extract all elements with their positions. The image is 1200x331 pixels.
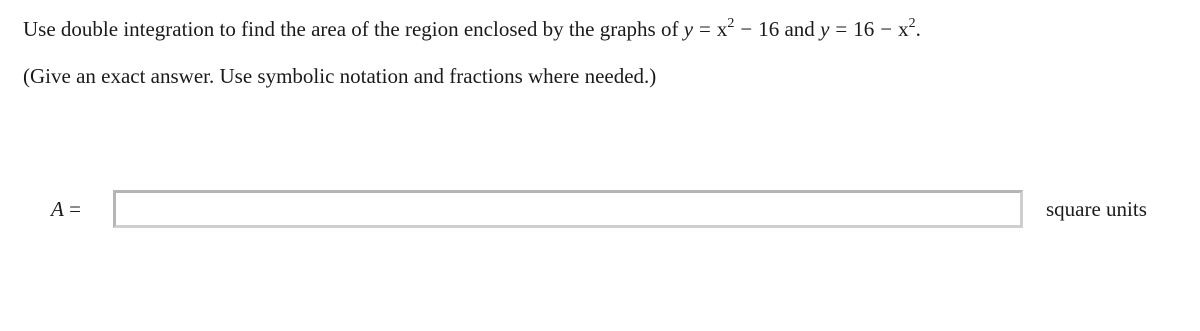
exponent: 2 — [908, 16, 916, 31]
answer-input[interactable] — [113, 190, 1023, 228]
math-var-x: x — [898, 17, 909, 41]
equals-sign: = — [835, 17, 848, 41]
period: . — [915, 17, 921, 41]
answer-label — [51, 194, 81, 224]
math-var-y: y — [683, 17, 694, 41]
minus-sign: − — [740, 17, 753, 41]
minus-sign: − — [880, 17, 893, 41]
question-text — [23, 14, 921, 44]
math-var-x: x — [716, 17, 728, 41]
constant: 16 — [853, 17, 875, 41]
exponent: 2 — [727, 16, 735, 31]
question-prefix: Use double integration to find the area of the region enclosed by the graphs of — [23, 17, 679, 41]
constant-and: 16 and — [758, 17, 815, 41]
answer-variable: A — [51, 197, 64, 221]
math-var-y: y — [820, 17, 830, 41]
answer-equals: = — [69, 197, 81, 221]
answer-instructions: (Give an exact answer. Use symbolic notation and fractions where needed.) — [23, 64, 657, 88]
equals-sign: = — [699, 17, 711, 41]
unit-label: square units — [1046, 197, 1147, 221]
answer-row — [0, 188, 1200, 230]
